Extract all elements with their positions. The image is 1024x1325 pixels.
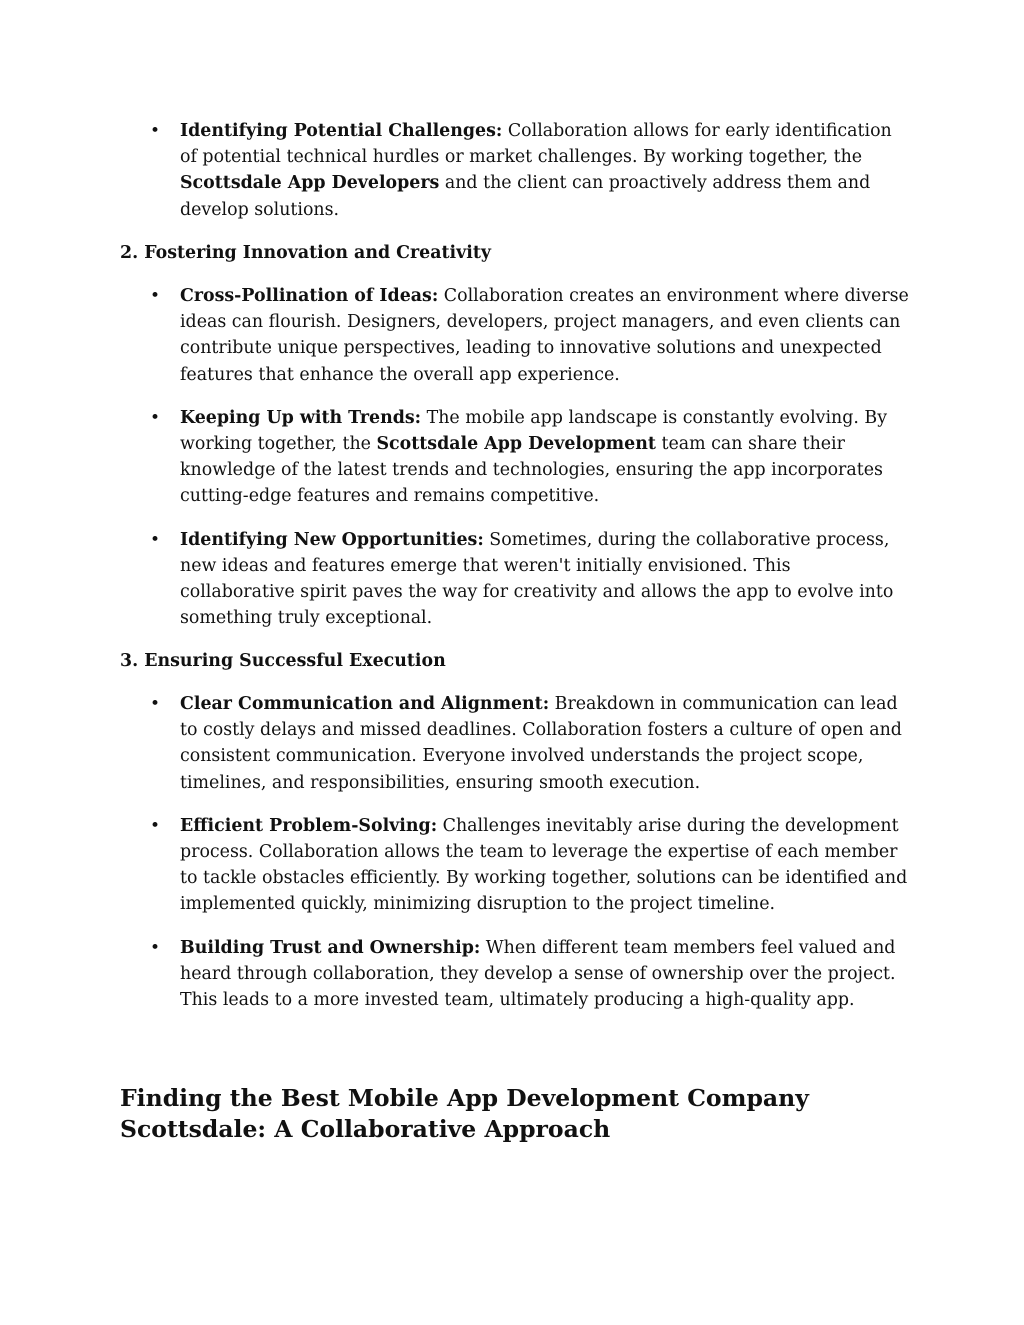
item-text: Collaboration creates an environment where diverse ideas can flourish. Designers, developers, project managers, and even clients can contribute unique perspectives, leading to innovative solutions and unexpected features that enhance the overall app experience.: [180, 286, 909, 385]
list-item: [120, 527, 910, 632]
item-text: Collaboration allows for early identification of potential technical hurdles or market challenges. By working together, the: [180, 121, 892, 168]
item-text: When different team members feel valued and heard through collaboration, they develop a sense of ownership over the project. This leads to a more invested team, ultimately producing a high-quality app.: [180, 937, 896, 1011]
bullet-icon: •: [150, 815, 161, 836]
item-title: Efficient Problem-Solving:: [180, 815, 438, 836]
item-title: Cross-Pollination of Ideas:: [180, 286, 439, 306]
bullet-icon: •: [150, 286, 161, 306]
bullet-icon: •: [150, 937, 161, 958]
bullet-list-execution: [120, 691, 910, 1013]
item-emphasis: Scottsdale App Development: [376, 434, 656, 455]
item-emphasis: Scottsdale App Developers: [180, 173, 440, 194]
bullet-list-challenges: [120, 118, 910, 223]
bullet-icon: •: [150, 529, 161, 550]
page-heading: Finding the Best Mobile App Development Company Scottsdale: A Collaborative Approach: [120, 1084, 809, 1143]
item-text: Challenges inevitably arise during the development process. Collaboration allows the team to leverage the expertise of each member to tackle obstacles efficiently. By working together, solutions can be identified and implemented quickly, minimizing disruption to the project timeline.: [180, 815, 908, 915]
item-title: Identifying Potential Challenges:: [180, 121, 503, 141]
item-text: team can share their knowledge of the latest trends and technologies, ensuring the app incorporates cutting-edge features and remains competitive.: [180, 434, 883, 507]
section-heading: 3. Ensuring Successful Execution: [120, 651, 446, 671]
item-title: Keeping Up with Trends:: [180, 407, 422, 428]
item-text: The mobile app landscape is constantly evolving. By working together, the: [180, 407, 888, 455]
list-item: [120, 283, 910, 388]
item-title: Clear Communication and Alignment:: [180, 694, 550, 714]
list-item: [120, 405, 910, 510]
list-item: [120, 118, 910, 223]
item-title: Building Trust and Ownership:: [180, 937, 481, 958]
item-text: and the client can proactively address them and develop solutions.: [180, 173, 871, 220]
list-item: [120, 691, 910, 796]
item-title: Identifying New Opportunities:: [180, 529, 484, 550]
bullet-icon: •: [150, 694, 161, 714]
item-text: Sometimes, during the collaborative process, new ideas and features emerge that weren't initially envisioned. This collaborative spirit paves the way for creativity and allows the app to evolve into something truly exceptional.: [180, 529, 894, 629]
bullet-list-innovation: [120, 283, 910, 631]
bullet-icon: •: [150, 121, 161, 141]
section-heading: 2. Fostering Innovation and Creativity: [120, 243, 492, 263]
list-item: [120, 813, 910, 918]
list-item: [120, 935, 910, 1014]
bullet-icon: •: [150, 407, 161, 428]
item-text: Breakdown in communication can lead to costly delays and missed deadlines. Collaboration fosters a culture of open and consistent communication. Everyone involved understands the project scope, timelines, and responsibilities, ensuring smooth execution.: [180, 694, 902, 793]
